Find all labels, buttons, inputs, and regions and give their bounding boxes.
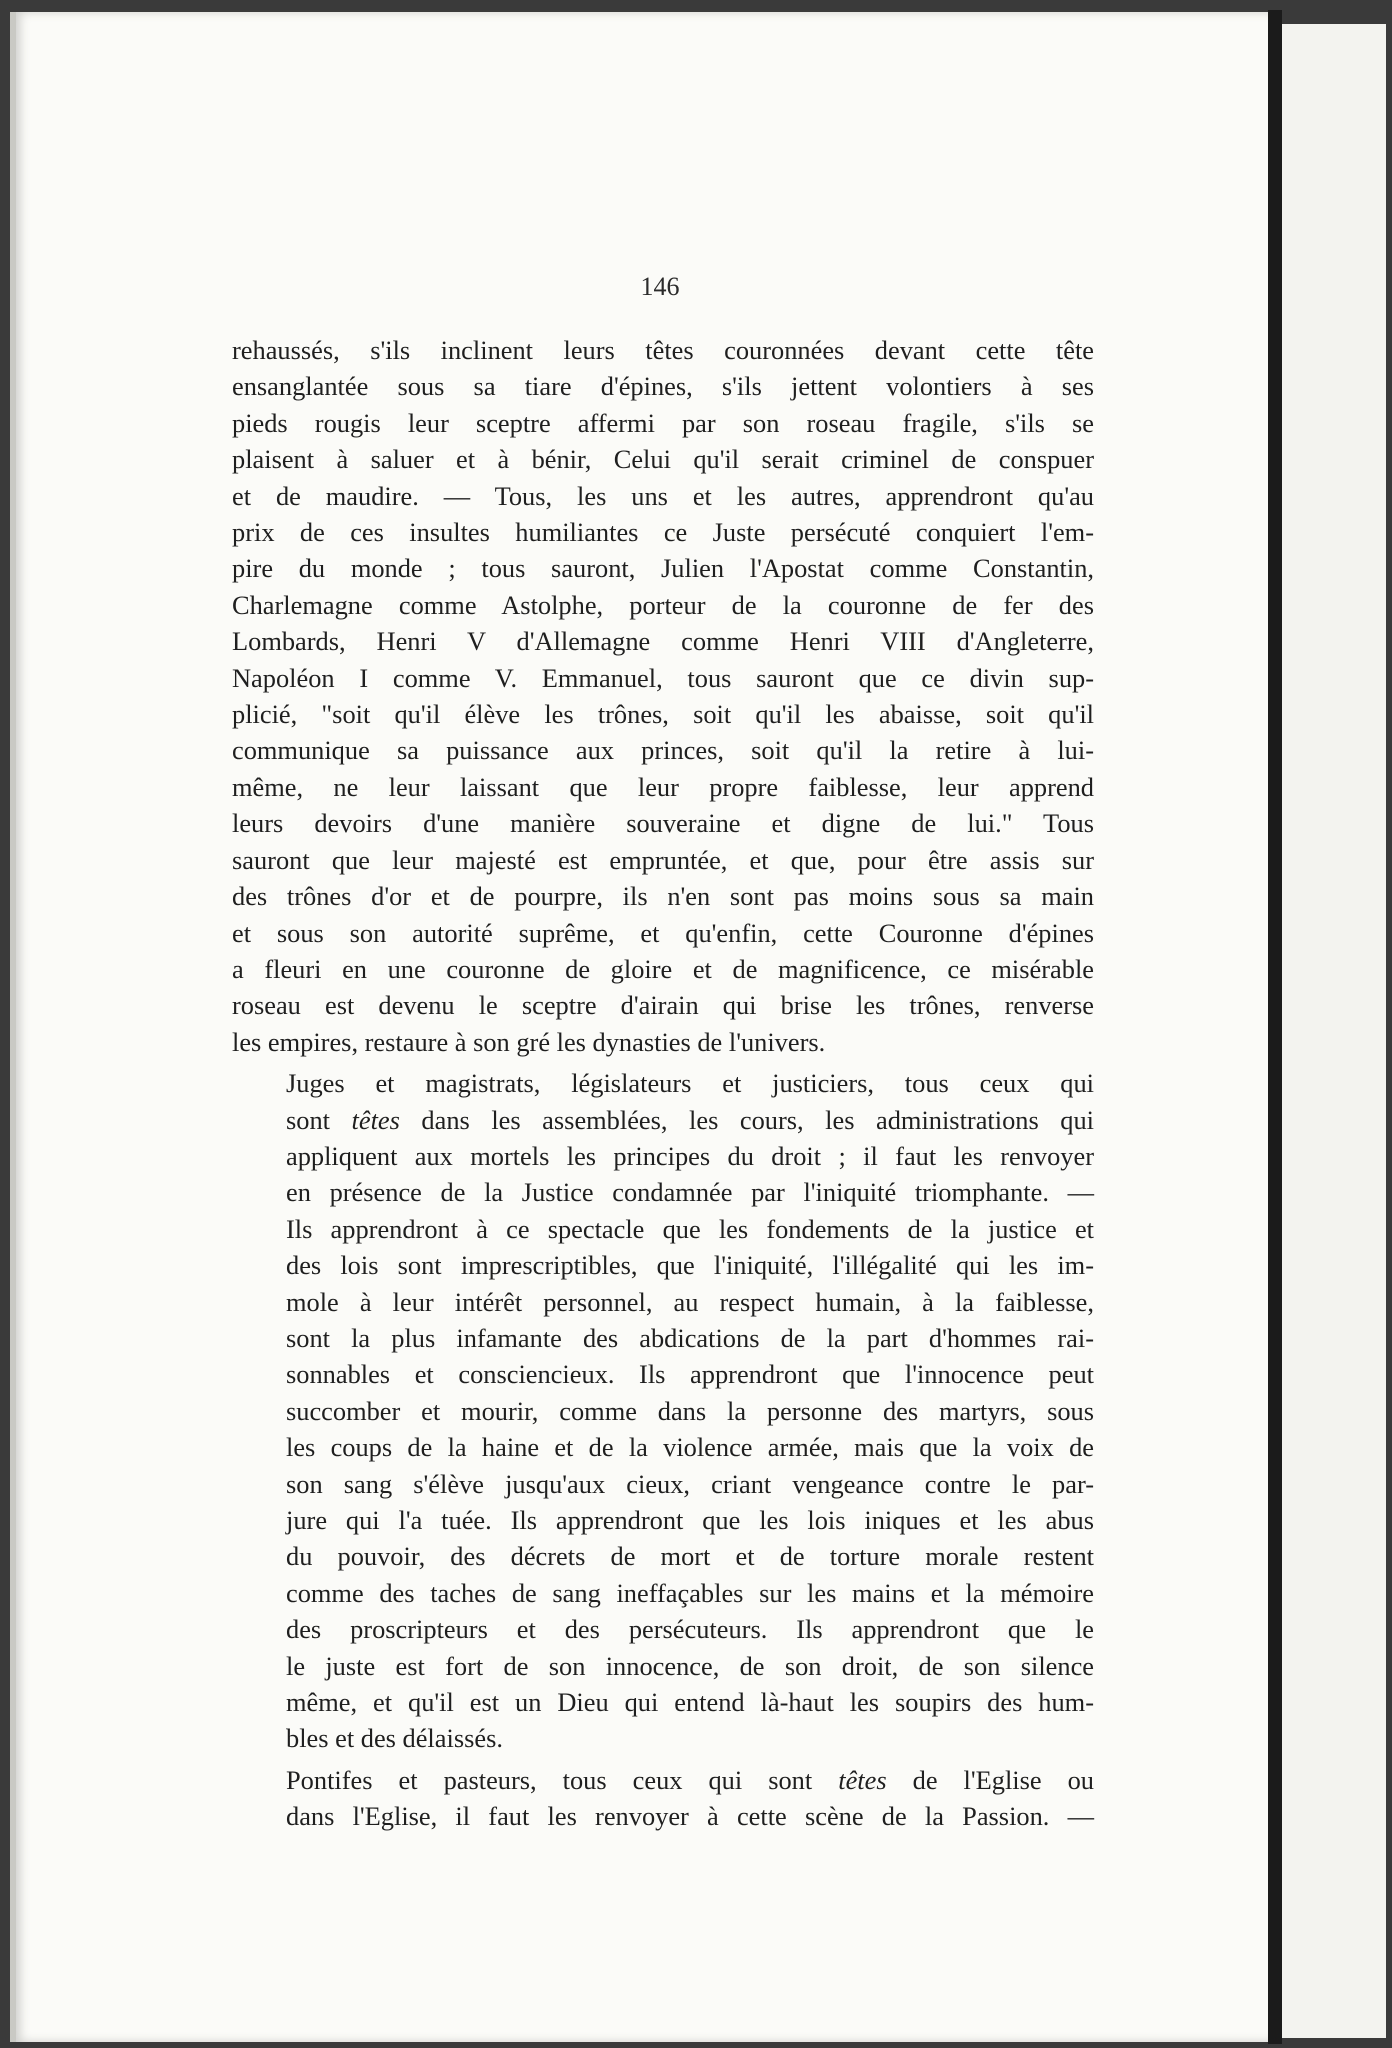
text-line: plaisent à saluer et à bénir, Celui qu'il serait criminel de conspuer [232,444,1094,475]
text-line: sont têtes dans les assemblées, les cours, les administrations qui [286,1104,1094,1135]
text-line: sonnables et consciencieux. Ils apprendront que l'innocence peut [286,1359,1094,1390]
text-line: sauront que leur majesté est empruntée, et que, pour être assis sur [232,844,1094,875]
text-line: Napoléon I comme V. Emmanuel, tous sauront que ce divin sup- [232,662,1094,693]
text-line: prix de ces insultes humiliantes ce Juste persécuté conquiert l'em- [232,517,1094,548]
text-line: leurs devoirs d'une manière souveraine et digne de lui." Tous [232,808,1094,839]
text-line: du pouvoir, des décrets de mort et de torture morale restent [286,1541,1094,1572]
text-line: les coups de la haine et de la violence armée, mais que la voix de [286,1432,1094,1463]
text-line: pieds rougis leur sceptre affermi par son roseau fragile, s'ils se [232,407,1094,438]
text-line: plicié, "soit qu'il élève les trônes, soit qu'il les abaisse, soit qu'il [232,699,1094,730]
text-line: Ils apprendront à ce spectacle que les fondements de la justice et [286,1213,1094,1244]
text-line: et sous son autorité suprême, et qu'enfin, cette Couronne d'épines [232,917,1094,948]
text-line: a fleuri en une couronne de gloire et de magnificence, ce misérable [232,953,1094,984]
text-line: en présence de la Justice condamnée par l'iniquité triomphante. — [286,1177,1094,1208]
text-line: rehaussés, s'ils inclinent leurs têtes couronnées devant cette tête [232,335,1094,365]
text-line: Juges et magistrats, législateurs et justiciers, tous ceux qui [286,1068,1094,1099]
text-line: son sang s'élève jusqu'aux cieux, criant vengeance contre le par- [286,1468,1094,1499]
text-line: des trônes d'or et de pourpre, ils n'en sont pas moins sous sa main [232,881,1094,912]
book-gutter [1268,10,1282,2044]
text-line: jure qui l'a tuée. Ils apprendront que les lois iniques et les abus [286,1505,1094,1535]
italic-word: têtes [351,1104,400,1135]
text-line: des proscripteurs et des persécuteurs. Ils apprendront que le [286,1614,1094,1645]
text-line: mole à leur intérêt personnel, au respect humain, à la faiblesse, [286,1286,1094,1317]
text-line: les empires, restaure à son gré les dynasties de l'univers. [232,1026,826,1057]
italic-word: têtes [838,1764,887,1795]
text-line: des lois sont imprescriptibles, que l'iniquité, l'illégalité qui les im- [286,1250,1094,1281]
text-line: communique sa puissance aux princes, soit qu'il la retire à lui- [232,735,1094,766]
paragraph [232,1762,1094,1835]
text-line: même, et qu'il est un Dieu qui entend là-haut les soupirs des hum- [286,1687,1094,1718]
text-line: bles et des délaissés. [286,1723,503,1754]
text-line: pire du monde ; tous sauront, Julien l'Apostat comme Constantin, [232,553,1094,584]
page-number: 146 [640,272,680,301]
text-line: Charlemagne comme Astolphe, porteur de la couronne de fer des [232,589,1094,620]
text-line: succomber et mourir, comme dans la personne des martyrs, sous [286,1395,1094,1426]
body-text [232,332,1094,1835]
paragraph [232,332,1094,1060]
text-line: dans l'Eglise, il faut les renvoyer à cette scène de la Passion. — [286,1801,1094,1832]
text-line: comme des taches de sang ineffaçables sur les mains et la mémoire [286,1577,1094,1608]
text-line: sont la plus infamante des abdications de la part d'hommes rai- [286,1322,1094,1353]
paragraph [232,1065,1094,1757]
text-line: Pontifes et pasteurs, tous ceux qui sont têtes de l'Eglise ou [286,1764,1094,1795]
text-line: Lombards, Henri V d'Allemagne comme Henri VIII d'Angleterre, [232,626,1094,657]
text-line: appliquent aux mortels les principes du droit ; il faut les renvoyer [286,1140,1094,1171]
facing-page-edge [1282,24,1386,2038]
text-line: même, ne leur laissant que leur propre faiblesse, leur apprend [232,771,1094,802]
text-line: et de maudire. — Tous, les uns et les autres, apprendront qu'au [232,480,1094,511]
text-line: ensanglantée sous sa tiare d'épines, s'ils jettent volontiers à ses [232,371,1094,402]
text-line: roseau est devenu le sceptre d'airain qui brise les trônes, renverse [232,990,1094,1021]
text-line: le juste est fort de son innocence, de son droit, de son silence [286,1650,1094,1681]
